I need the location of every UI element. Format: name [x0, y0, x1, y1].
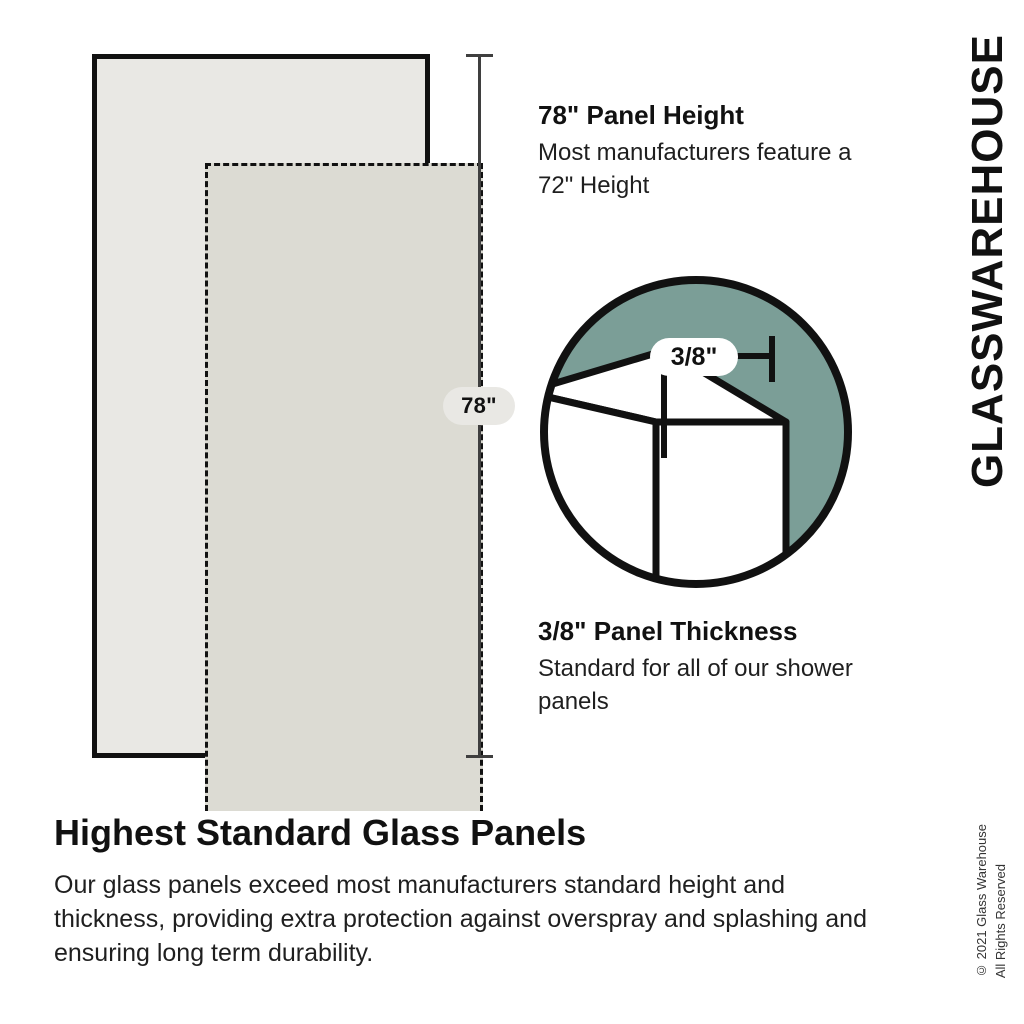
- height-callout: [538, 100, 878, 202]
- bottom-paragraph: Our glass panels exceed most manufacturers standard height and thickness, providing extra protection against overspray and splashing and ensuring long term durability.: [54, 871, 867, 967]
- thickness-callout-body: Standard for all of our shower panels: [538, 655, 853, 715]
- copyright-notice: [974, 798, 1010, 978]
- height-callout-body: Most manufacturers feature a 72" Height: [538, 139, 852, 199]
- brand-wordmark: [960, 34, 1016, 604]
- copyright-line-1: © 2021 Glass Warehouse: [974, 824, 990, 978]
- thickness-dimension-badge: 3/8": [650, 338, 738, 376]
- height-callout-title: 78" Panel Height: [538, 100, 744, 130]
- thickness-callout: [538, 616, 898, 718]
- thickness-diagram-svg: [536, 272, 856, 592]
- thickness-callout-title: 3/8" Panel Thickness: [538, 616, 798, 646]
- brand-wordmark-text: GLASSWAREHOUSE: [963, 34, 1012, 489]
- panel-dashed-inner-outline: [205, 163, 483, 811]
- panel-thickness-diagram: [536, 272, 856, 592]
- copyright-line-2: All Rights Reserved: [993, 863, 1009, 978]
- glass-panel-illustration: [92, 54, 430, 758]
- bottom-text-block: [54, 812, 894, 971]
- height-dimension-badge: 78": [443, 387, 515, 425]
- dimension-cap-bottom: [466, 755, 493, 758]
- bottom-heading: Highest Standard Glass Panels: [54, 812, 587, 853]
